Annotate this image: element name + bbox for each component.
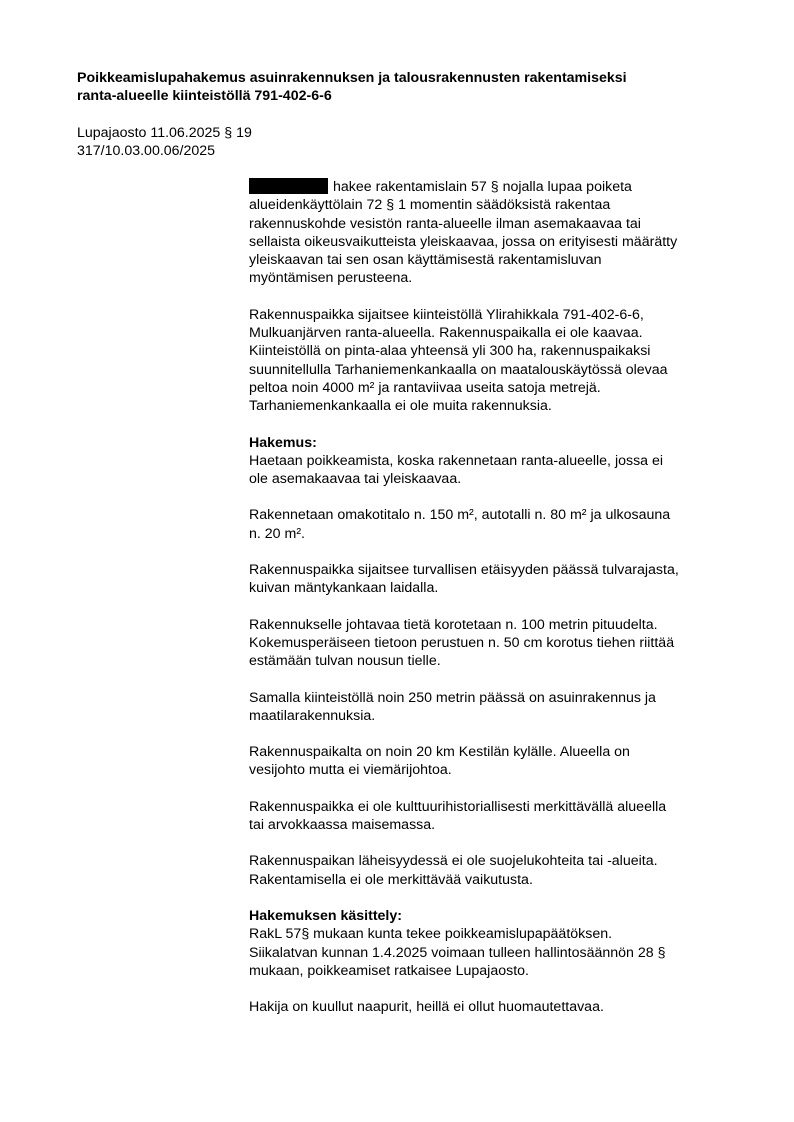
processing-paragraph [249,998,749,1016]
processing-paragraph [249,907,749,980]
application-paragraph [249,743,749,780]
text-line: Samalla kiinteistöllä noin 250 metrin päässä on asuinrakennus ja [249,689,656,706]
text-line: yleiskaavan tai sen osan käyttämisestä rakentamisluvan [249,252,602,269]
location-paragraph [249,306,749,416]
application-paragraph [249,434,749,489]
redacted-applicant-name [249,178,328,194]
text-line: Rakennuspaikka ei ole kulttuurihistoriallisesti merkittävällä alueella [249,798,667,815]
meeting-info [77,124,252,160]
text-line: tai arvokkaassa maisemassa. [249,817,436,834]
application-paragraph [249,689,749,726]
text-line: Rakennuspaikalta on noin 20 km Kestilän kylälle. Alueella on [249,744,630,761]
document-title [77,69,757,105]
text-line: vesijohto mutta ei viemärijohtoa. [249,762,452,779]
text-line: Rakentamisella ei ole merkittävää vaikutusta. [249,871,533,888]
application-paragraph [249,506,749,543]
title-line: Poikkeamislupahakemus asuinrakennuksen ja talousrakennusten rakentamiseksi [77,70,627,86]
application-paragraph [249,852,749,889]
processing-heading: Hakemuksen käsittely: [249,907,402,924]
intro-paragraph [249,178,749,288]
text-line: ole asemakaavaa tai yleiskaavaa. [249,471,462,488]
title-line: ranta-alueelle kiinteistöllä 791-402-6-6 [77,88,332,104]
text-line: sellaista oikeusvaikutteista yleiskaavaa, jossa on erityisesti määrätty [249,233,678,250]
text-line: Kokemusperäiseen tietoon perustuen n. 50 cm korotus tiehen riittää [249,634,675,651]
record-id: 317/10.03.00.06/2025 [77,143,216,159]
text-line: maatilarakennuksia. [249,707,376,724]
text-line: Hakija on kuullut naapurit, heillä ei ollut huomautettavaa. [249,999,604,1016]
document-body [249,178,749,1034]
application-heading: Hakemus: [249,434,317,451]
meeting-reference: Lupajaosto 11.06.2025 § 19 [77,125,252,141]
application-paragraph [249,616,749,671]
text-line: Tarhaniemenkankaalla ei ole muita rakennuksia. [249,398,552,415]
text-line: Rakennuspaikka sijaitsee kiinteistöllä Ylirahikkala 791-402-6-6, [249,306,644,323]
text-line: Haetaan poikkeamista, koska rakennetaan ranta-alueelle, jossa ei [249,452,664,469]
text-line: peltoa noin 4000 m² ja rantaviivaa useita satoja metrejä. [249,379,601,396]
text-line: Rakennetaan omakotitalo n. 150 m², autotalli n. 80 m² ja ulkosauna [249,507,671,524]
text-line: Mulkuanjärven ranta-alueella. Rakennuspaikalla ei ole kaavaa. [249,325,643,342]
text-line: RakL 57§ mukaan kunta tekee poikkeamislupapäätöksen. [249,926,613,943]
text-line: estämään tulvan nousun tielle. [249,653,441,670]
text-line: Rakennuspaikan läheisyydessä ei ole suojelukohteita tai -alueita. [249,853,658,870]
text-line: kuivan mäntykankaan laidalla. [249,580,439,597]
application-paragraph [249,561,749,598]
text-line: n. 20 m². [249,525,305,542]
text-line: Kiinteistöllä on pinta-alaa yhteensä yli 300 ha, rakennuspaikaksi [249,343,651,360]
application-paragraph [249,798,749,835]
text-line: alueidenkäyttölain 72 § 1 momentin säädöksistä rakentaa [249,197,611,214]
text-line: Rakennukselle johtavaa tietä korotetaan n. 100 metrin pituudelta. [249,616,658,633]
text-line: Rakennuspaikka sijaitsee turvallisen etäisyyden päässä tulvarajasta, [249,562,679,579]
text-line [249,178,749,196]
text-line: myöntämisen perusteena. [249,270,413,287]
text-line: suunnitellulla Tarhaniemenkankaalla on maatalouskäytössä olevaa [249,361,668,378]
text-line: Siikalatvan kunnan 1.4.2025 voimaan tulleen hallintosäännön 28 § [249,944,666,961]
text-line: mukaan, poikkeamiset ratkaisee Lupajaosto. [249,962,529,979]
intro-first-line: hakee rakentamislain 57 § nojalla lupaa poiketa [333,179,632,195]
text-line: rakennuskohde vesistön ranta-alueelle ilman asemakaavaa tai [249,215,641,232]
